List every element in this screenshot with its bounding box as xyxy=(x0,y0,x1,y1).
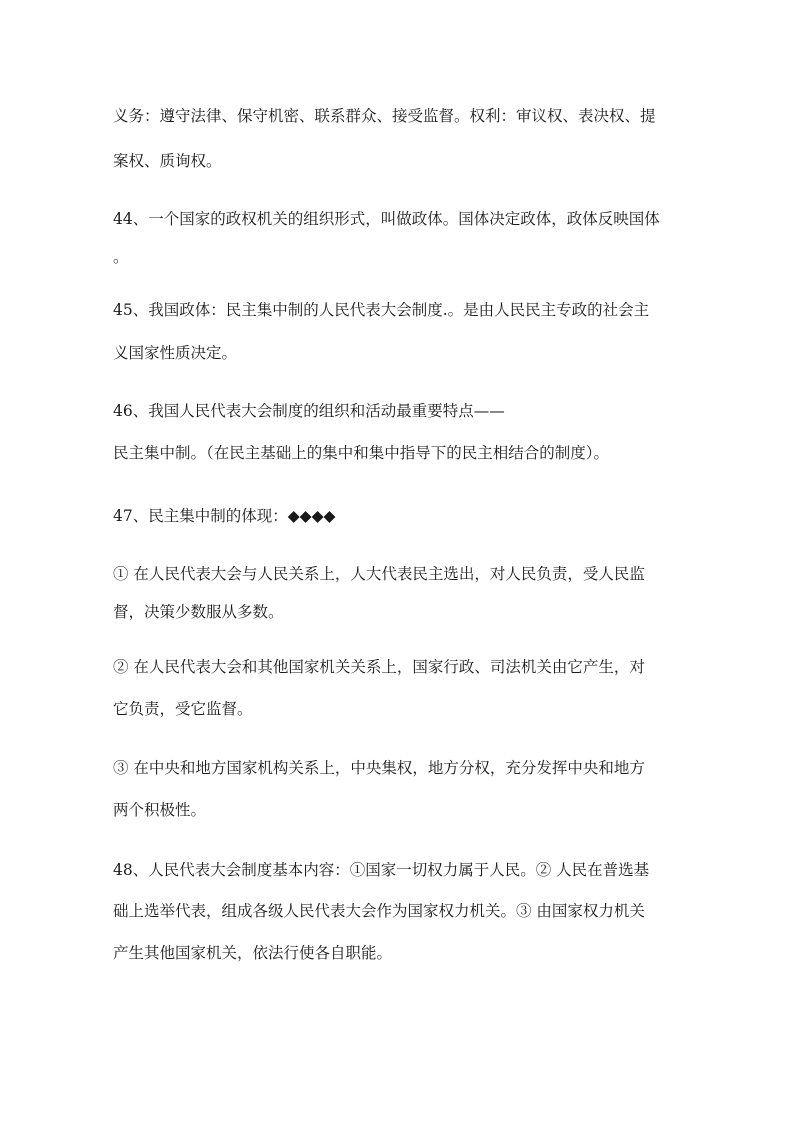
text-line: 两个积极性。 xyxy=(113,801,207,819)
text-line: 义务：遵守法律、保守机密、联系群众、接受监督。权利：审议权、表决权、提 xyxy=(113,107,656,125)
text-line: ③ 在中央和地方国家机构关系上，中央集权，地方分权，充分发挥中央和地方 xyxy=(113,759,645,777)
text-line: 。 xyxy=(113,248,129,266)
text-line: 义国家性质决定。 xyxy=(113,344,238,362)
text-line: 案权、质询权。 xyxy=(113,152,222,170)
text-line: 44、一个国家的政权机关的组织形式，叫做政体。国体决定政体，政体反映国体 xyxy=(113,210,660,228)
text-line: 48、人民代表大会制度基本内容：①国家一切权力属于人民。② 人民在普选基 xyxy=(113,861,650,879)
text-line: 47、民主集中制的体现：◆◆◆◆ xyxy=(113,507,336,525)
text-line: 民主集中制。（在民主基础上的集中和集中指导下的民主相结合的制度）。 xyxy=(113,444,610,462)
text-line: 督，决策少数服从多数。 xyxy=(113,603,284,621)
text-line: 45、我国政体：民主集中制的人民代表大会制度.。是由人民民主专政的社会主 xyxy=(113,301,650,319)
text-line: ② 在人民代表大会和其他国家机关关系上，国家行政、司法机关由它产生，对 xyxy=(113,658,645,676)
text-line: 46、我国人民代表大会制度的组织和活动最重要特点—— xyxy=(113,402,505,420)
text-line: ① 在人民代表大会与人民关系上，人大代表民主选出，对人民负责，受人民监 xyxy=(113,565,645,583)
text-line: 它负责，受它监督。 xyxy=(113,700,253,718)
text-line: 产生其他国家机关，依法行使各自职能。 xyxy=(113,944,393,962)
text-line: 础上选举代表，组成各级人民代表大会作为国家权力机关。③ 由国家权力机关 xyxy=(113,902,645,920)
